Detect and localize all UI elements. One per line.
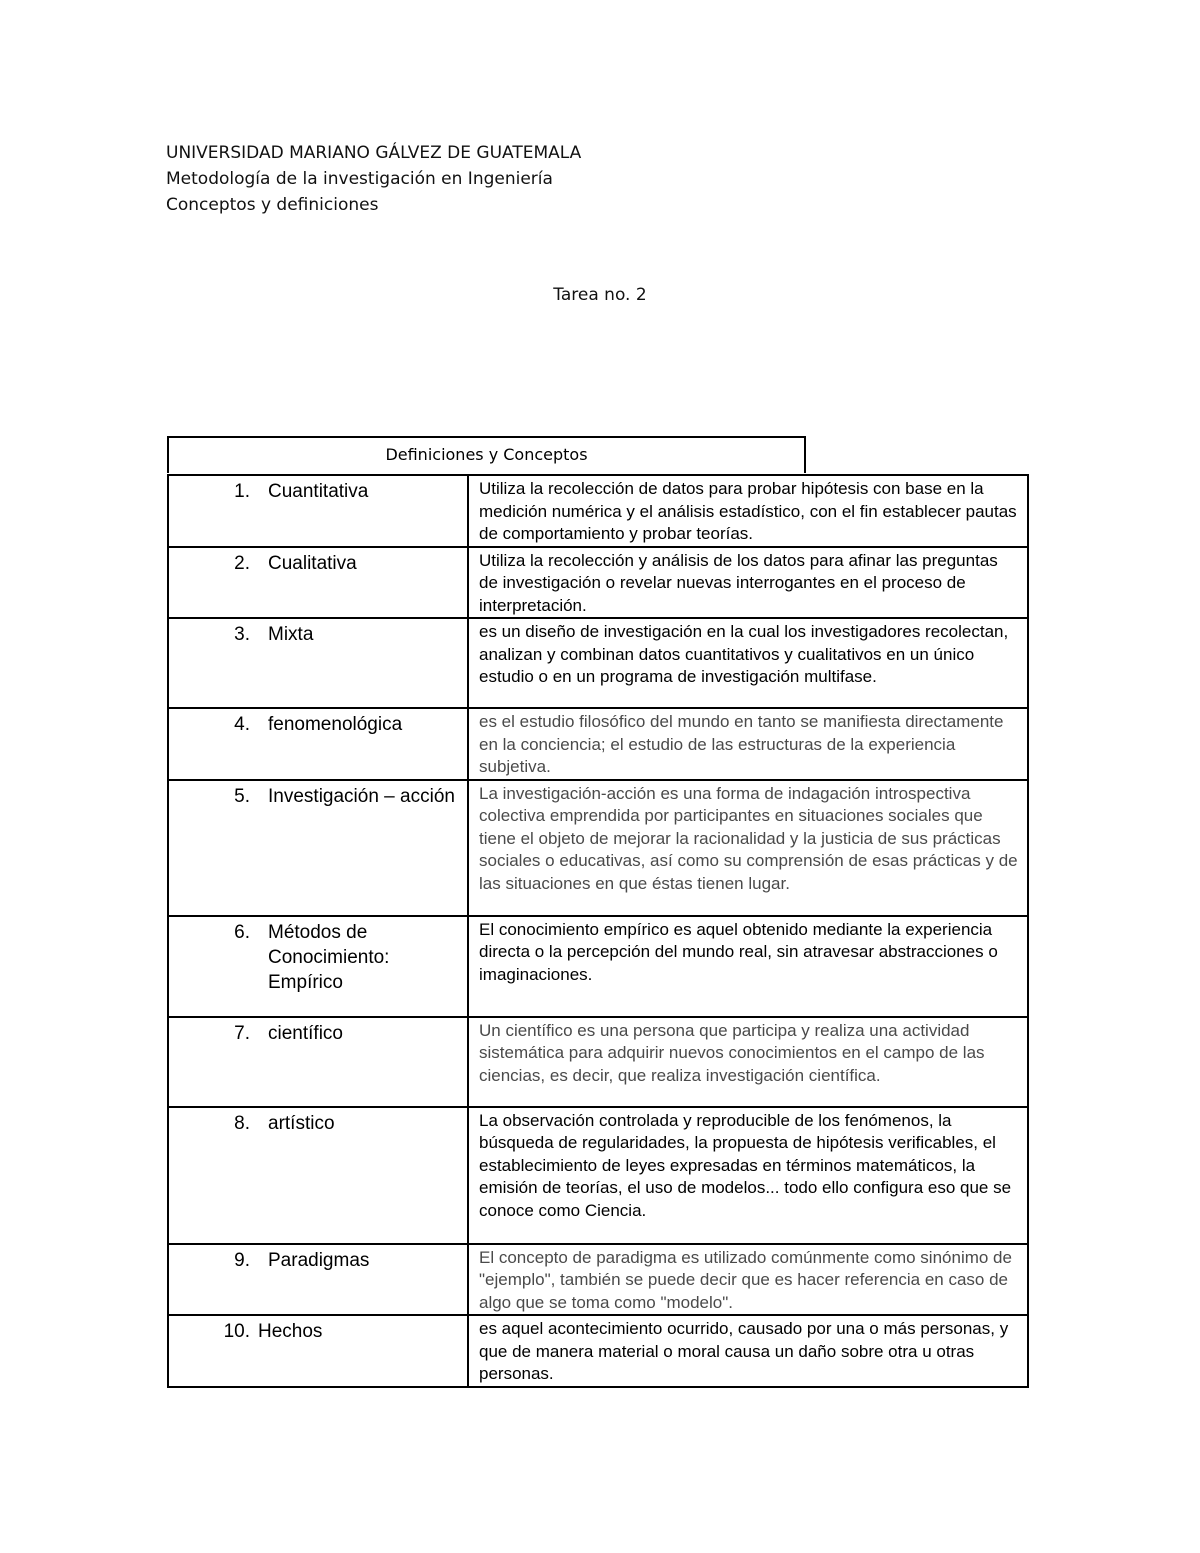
university-name: UNIVERSIDAD MARIANO GÁLVEZ DE GUATEMALA [166, 143, 582, 163]
term-number: 6. [234, 921, 250, 943]
term-number: 3. [234, 624, 250, 645]
definition-cell: es el estudio filosófico del mundo en tanto se manifiesta directamente en la conciencia; el estudio de las estructuras de la experiencia subjetiva. [468, 708, 1028, 780]
term-label: fenomenológica [268, 714, 403, 735]
term-number: 1. [234, 481, 250, 502]
term-cell [168, 1017, 468, 1107]
subject-line: Conceptos y definiciones [166, 195, 379, 215]
term-number: 10. [223, 1321, 250, 1342]
definition-cell: El concepto de paradigma es utilizado comúnmente como sinónimo de "ejemplo", también se puede decir que es hacer referencia en caso de algo que se toma como "modelo". [468, 1244, 1028, 1316]
term-label: Cuantitativa [268, 481, 369, 502]
table-row [168, 780, 1028, 916]
term-number: 2. [234, 552, 250, 574]
table-row [168, 708, 1028, 780]
table-row [168, 1107, 1028, 1244]
course-name: Metodología de la investigación en Ingeniería [166, 169, 553, 189]
concepts-table [167, 474, 1029, 1388]
term-label: científico [268, 1022, 343, 1044]
table-title: Definiciones y Conceptos [167, 436, 806, 473]
definition-cell: Utiliza la recolección de datos para probar hipótesis con base en la medición numérica y el análisis estadístico, con el fin establecer pautas de comportamiento y probar teorías. [468, 475, 1028, 547]
term-cell [168, 618, 468, 708]
term-cell [168, 475, 468, 547]
table-row [168, 1017, 1028, 1107]
definition-cell: es un diseño de investigación en la cual los investigadores recolectan, analizan y combinan datos cuantitativos y cualitativos en un único estudio o en un programa de investigación multifase. [468, 618, 1028, 708]
term-cell [168, 1315, 468, 1387]
table-row [168, 475, 1028, 547]
term-number: 4. [234, 714, 250, 735]
term-cell [168, 547, 468, 619]
term-number: 8. [234, 1112, 250, 1134]
term-number: 7. [234, 1022, 250, 1044]
definition-cell: Un científico es una persona que participa y realiza una actividad sistemática para adquirir nuevos conocimientos en el campo de las ciencias, es decir, que realiza investigación científica. [468, 1017, 1028, 1107]
definition-cell: La investigación-acción es una forma de indagación introspectiva colectiva emprendida por participantes en situaciones sociales que tiene el objeto de mejorar la racionalidad y la justicia de sus prácticas sociales o educativas, así como su comprensión de esas prácticas y de las situaciones en que éstas tienen lugar. [468, 780, 1028, 916]
term-cell [168, 1244, 468, 1316]
definition-cell: La observación controlada y reproducible de los fenómenos, la búsqueda de regularidades, la propuesta de hipótesis verificables, el establecimiento de leyes expresadas en términos matemáticos, la emisión de teorías, el uso de modelos... todo ello configura eso que se conoce como Ciencia. [468, 1107, 1028, 1244]
term-label: Investigación – acción [268, 785, 455, 807]
document-header [166, 140, 581, 218]
term-label: artístico [268, 1112, 335, 1134]
definition-cell: Utiliza la recolección y análisis de los datos para afinar las preguntas de investigación o revelar nuevas interrogantes en el proceso de interpretación. [468, 547, 1028, 619]
table-row [168, 916, 1028, 1017]
definition-cell: El conocimiento empírico es aquel obtenido mediante la experiencia directa o la percepción del mundo real, sin atravesar abstracciones o imaginaciones. [468, 916, 1028, 1017]
definition-cell: es aquel acontecimiento ocurrido, causado por una o más personas, y que de manera material o moral causa un daño sobre otra u otras personas. [468, 1315, 1028, 1387]
term-label: Métodos de Conocimiento: Empírico [268, 921, 390, 993]
term-cell [168, 1107, 468, 1244]
task-title: Tarea no. 2 [553, 285, 647, 305]
term-label: Hechos [258, 1321, 323, 1342]
term-label: Paradigmas [268, 1249, 370, 1271]
table-row [168, 1244, 1028, 1316]
term-number: 9. [234, 1249, 250, 1271]
term-label: Mixta [268, 624, 314, 645]
term-number: 5. [234, 785, 250, 807]
table-row [168, 547, 1028, 619]
table-row [168, 618, 1028, 708]
term-label: Cualitativa [268, 552, 357, 574]
term-cell [168, 916, 468, 1017]
table-row [168, 1315, 1028, 1387]
term-cell [168, 708, 468, 780]
term-cell [168, 780, 468, 916]
